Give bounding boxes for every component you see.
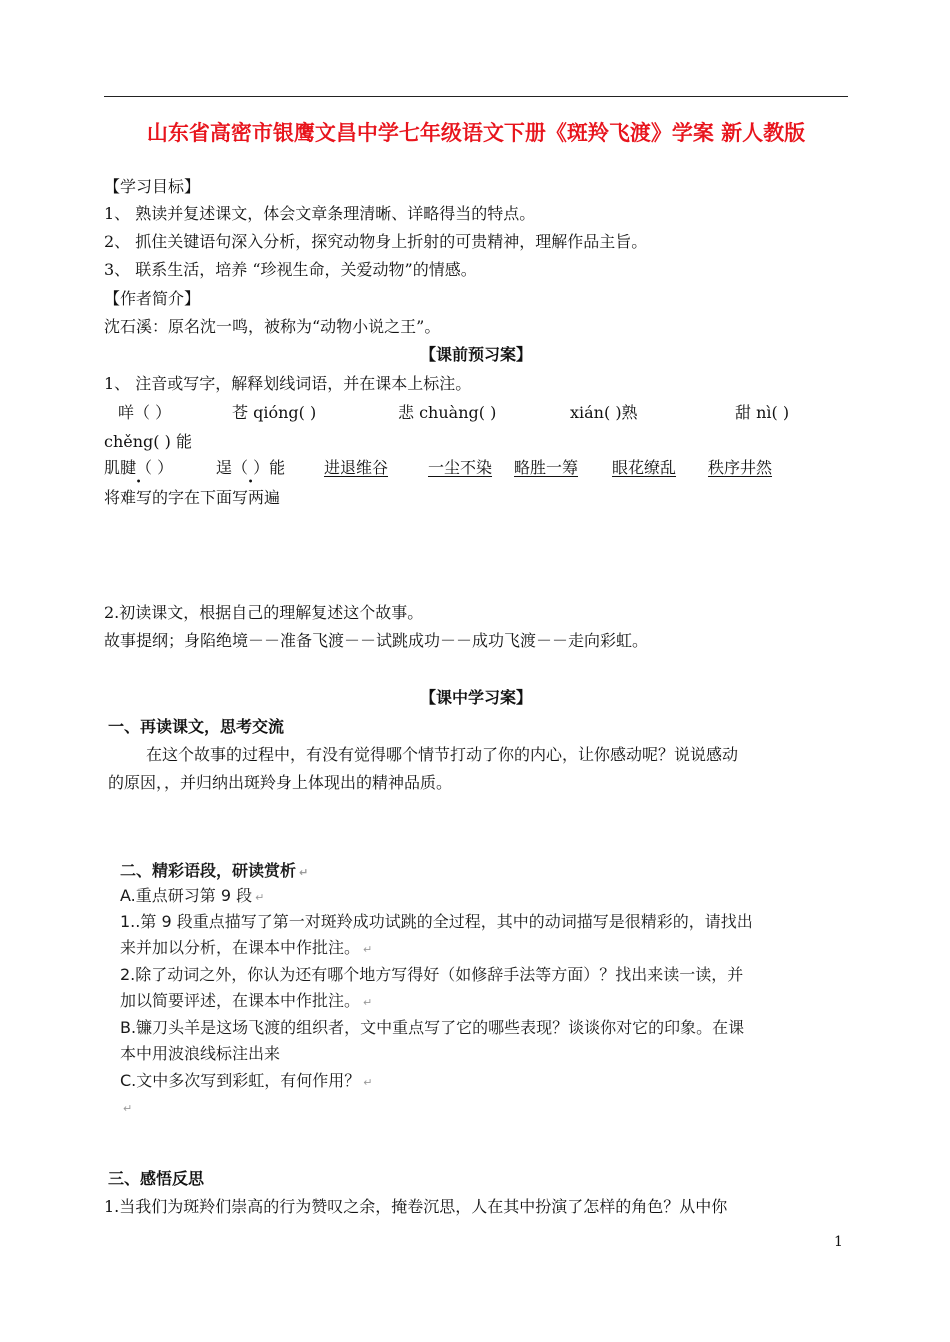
story-outline: 故事提纲；身陷绝境－－准备飞渡－－试跳成功－－成功飞渡－－走向彩虹。 xyxy=(104,631,649,650)
return-mark: ↵ xyxy=(255,891,265,904)
trailing-return-mark: ↵ xyxy=(123,1102,133,1115)
section-2-b-line-2: 本中用波浪线标注出来 xyxy=(120,1044,281,1063)
term-5: 秩序井然 xyxy=(708,458,773,477)
term-2: 一尘不染 xyxy=(428,458,493,477)
author-heading: 【作者简介】 xyxy=(104,289,201,308)
vocab-item-2 xyxy=(216,457,285,479)
section-2-title: 二、精彩语段，研读赏析 ↵ xyxy=(120,861,309,880)
inclass-heading: 【课中学习案】 xyxy=(419,688,532,707)
section-2-b-line-1: B.镰刀头羊是这场飞渡的组织者，文中重点写了它的哪些表现？谈谈你对它的印象。在课 xyxy=(120,1018,745,1037)
goal-item-1: 1、 熟读并复述课文，体会文章条理清晰、详略得当的特点。 xyxy=(104,204,536,223)
section-3-title: 三、感悟反思 xyxy=(108,1169,205,1188)
page-number: 1 xyxy=(834,1234,843,1250)
section-2-q1-line-2: 来并加以分析，在课本中作批注。 ↵ xyxy=(120,938,373,957)
section-2-q2-line-2: 加以简要评述，在课本中作批注。 ↵ xyxy=(120,991,373,1010)
return-mark: ↵ xyxy=(363,943,373,956)
goal-item-3: 3、 联系生活，培养 “珍视生命，关爱动物”的情感。 xyxy=(104,260,477,279)
pinyin-item-3: 悲 chuàng( ) xyxy=(398,403,497,422)
term-1: 进退维谷 xyxy=(324,458,389,477)
return-mark: ↵ xyxy=(299,866,309,879)
section-2-c: C.文中多次写到彩虹，有何作用？ ↵ xyxy=(120,1071,373,1090)
section-2-q2-line-1: 2.除了动词之外，你认为还有哪个地方写得好（如修辞手法等方面）？找出来读一读，并 xyxy=(120,965,744,984)
pinyin-item-4: xián( )熟 xyxy=(570,403,638,422)
header-rule xyxy=(104,96,848,97)
goal-item-2: 2、 抓住关键语句深入分析，探究动物身上折射的可贵精神，理解作品主旨。 xyxy=(104,232,648,251)
preview-question-2: 2.初读课文，根据自己的理解复述这个故事。 xyxy=(104,603,424,622)
document-title: 山东省高密市银鹰文昌中学七年级语文下册《斑羚飞渡》学案 新人教版 xyxy=(146,121,806,145)
preview-heading: 【课前预习案】 xyxy=(419,345,532,364)
embedded-text-image xyxy=(112,852,832,1122)
section-2-q1-line-1: 1..第 9 段重点描写了第一对斑羚成功试跳的全过程，其中的动词描写是很精彩的，请找出 xyxy=(120,912,753,931)
section-3-question-1: 1.当我们为斑羚们崇高的行为赞叹之余，掩卷沉思，人在其中扮演了怎样的角色？从中你 xyxy=(104,1197,728,1216)
preview-question-1: 1、 注音或写字，解释划线词语，并在课本上标注。 xyxy=(104,374,472,393)
goals-heading: 【学习目标】 xyxy=(104,177,201,196)
dotted-char: 逞（ ）能 • xyxy=(216,458,285,477)
term-3: 略胜一筹 xyxy=(514,458,579,477)
term-4: 眼花缭乱 xyxy=(612,458,677,477)
section-1-title: 一、再读课文，思考交流 xyxy=(108,717,285,736)
section-1-line-2: 的原因，，并归纳出斑羚身上体现出的精神品质。 xyxy=(108,773,453,792)
return-mark: ↵ xyxy=(363,996,373,1009)
pinyin-item-5: 甜 nì( ) xyxy=(735,403,790,422)
author-text: 沈石溪：原名沈一鸣，被称为“动物小说之王”。 xyxy=(104,317,441,336)
return-mark: ↵ xyxy=(363,1076,373,1089)
pinyin-item-2: 苍 qióng( ) xyxy=(232,403,317,422)
section-1-line-1: 在这个故事的过程中，有没有觉得哪个情节打动了你的内心，让你感动呢？说说感动 xyxy=(146,745,739,764)
pinyin-item-6: chěng( ) 能 xyxy=(104,432,192,451)
practice-note: 将难写的字在下面写两遍 xyxy=(104,488,281,507)
dotted-char: 肌腱（ ） • xyxy=(104,458,173,477)
pinyin-item-1: 咩（ ） xyxy=(118,403,172,422)
vocab-item-1 xyxy=(104,457,173,479)
section-2-a: A.重点研习第 9 段 ↵ xyxy=(120,886,265,905)
